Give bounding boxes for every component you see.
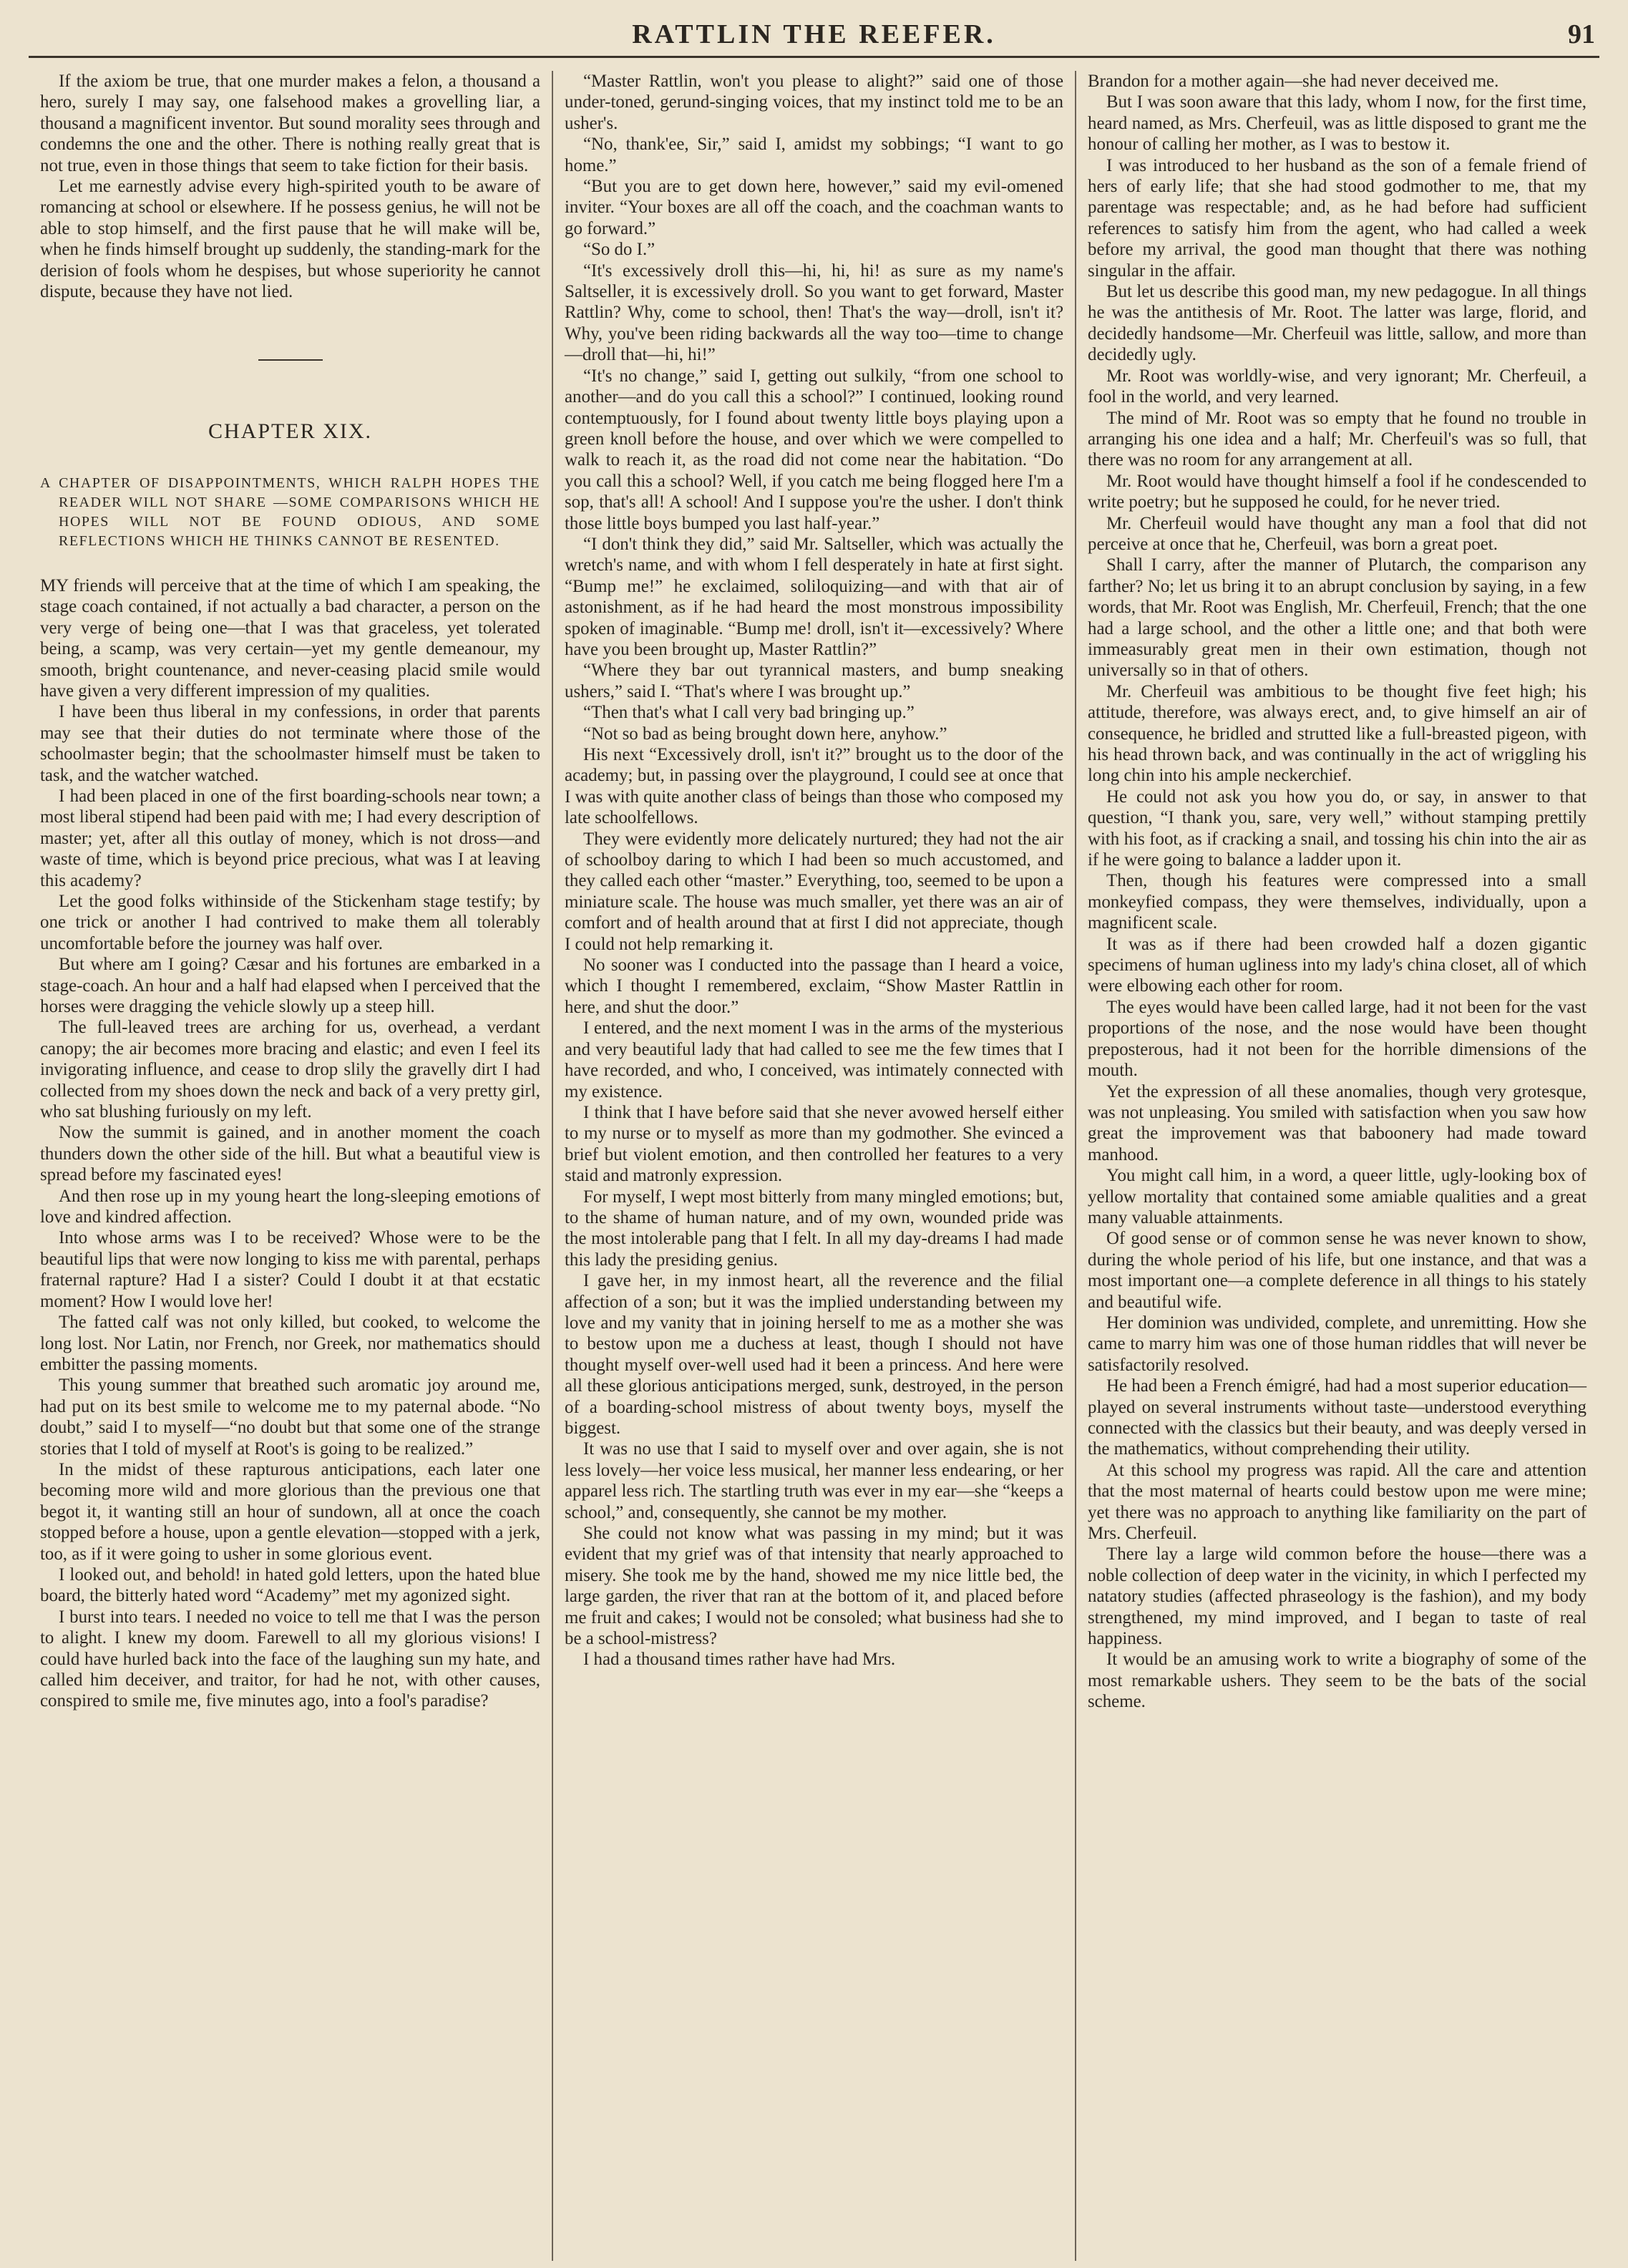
- paragraph: “Master Rattlin, won't you please to alight?” said one of those under-toned, gerund-singing voices, that my instinct told me to be an usher's.: [565, 72, 1063, 133]
- column-2: [552, 71, 1075, 2261]
- paragraph: His next “Excessively droll, isn't it?” brought us to the door of the academy; but, in passing over the playground, I could see at once that I was with quite another class of beings than those who composed my late schoolfellows.: [565, 745, 1063, 828]
- paragraph: It was as if there had been crowded half a dozen gigantic specimens of human ugliness into my lady's china closet, all of which were elbowing each other for room.: [1088, 934, 1586, 996]
- paragraph: This young summer that breathed such aromatic joy around me, had put on its best smile to welcome me to my paternal abode. “No doubt,” said I to myself—“no doubt but that some one of the strange stories that I told of myself at Root's is going to be realized.”: [40, 1376, 540, 1459]
- paragraph: And then rose up in my young heart the long-sleeping emotions of love and kindred affection.: [40, 1186, 540, 1227]
- paragraph: But let us describe this good man, my new pedagogue. In all things he was the antithesis of Mr. Root. The latter was large, florid, and decidedly handsome—Mr. Cherfeuil was little, sallow, and more than decidedly ugly.: [1088, 282, 1586, 365]
- text-columns: [29, 71, 1599, 2261]
- paragraph: There lay a large wild common before the house—there was a noble collection of deep water in the vicinity, in which I perfected my natatory studies (affected phraseology is the fashion), and my body strengthened, my mind improved, and I began to taste of real happiness.: [1088, 1544, 1586, 1649]
- paragraph: I think that I have before said that she never avowed herself either to my nurse or to myself as more than my godmother. She evinced a brief but violent emotion, and then controlled her features to a very staid and matronly expression.: [565, 1102, 1063, 1186]
- paragraph: “Then that's what I call very bad bringing up.”: [583, 703, 915, 723]
- paragraph: No sooner was I conducted into the passage than I heard a voice, which I thought I remembered, exclaim, “Show Master Rattlin in here, and shut the door.”: [565, 955, 1063, 1017]
- paragraph: You might call him, in a word, a queer little, ugly-looking box of yellow mortality that contained some amiable qualities and a great many valuable attainments.: [1088, 1166, 1586, 1227]
- paragraph: I had been placed in one of the first boarding-schools near town; a most liberal stipend had been paid with me; I had every description of master; yet, after all this outlay of money, which is not dross—and waste of time, which is beyond price precious, what was I at leaving this academy?: [40, 786, 540, 890]
- paragraph: Mr. Root would have thought himself a fool if he condescended to write poetry; but he supposed he could, for he never tried.: [1088, 471, 1586, 512]
- paragraph: In the midst of these rapturous anticipations, each later one becoming more wild and more glorious than the previous one that begot it, it wanting still an hour of sundown, all at once the coach stopped before a house, upon a gentle elevation—stopped with a jerk, too, as if it were going to usher in some glorious event.: [40, 1459, 540, 1564]
- paragraph: If the axiom be true, that one murder makes a felon, a thousand a hero, surely I may say, one falsehood makes a grovelling liar, a thousand a magnificent inventor. But sound morality sees through and condemns the one and the other. There is nothing really great that is not true, even in those things that seem to take fiction for their basis.: [40, 72, 540, 175]
- column-1: [29, 71, 552, 2261]
- paragraph: Mr. Cherfeuil would have thought any man a fool that did not perceive at once that he, Cherfeuil, was born a great poet.: [1088, 513, 1586, 554]
- paragraph-text: friends will perceive that at the time of which I am speaking, the stage coach contained, if not actually a bad character, a person on the very verge of being one—that I was that graceless, yet tolerated being, a scamp, was very certain—yet my gentle demeanour, my smooth, bright countenance, and never-ceasing placid smile would have given a very different impression of my qualities.: [40, 575, 540, 701]
- paragraph: He could not ask you how you do, or say, in answer to that question, “I thank you, sare, very well,” without stamping prettily with his foot, as if cracking a snail, and tossing his chin into the air as if he were going to balance a ladder upon it.: [1088, 787, 1586, 870]
- paragraph: Of good sense or of common sense he was never known to show, during the whole period of his life, but one instance, and that was a most important one—a complete deference in all things to his stately and beautiful wife.: [1088, 1229, 1586, 1312]
- chapter-summary: A CHAPTER OF DISAPPOINTMENTS, WHICH RALPH HOPES THE READER WILL NOT SHARE —SOME COMPARISONS WHICH HE HOPES WILL NOT BE FOUND ODIOUS, AND SOME REFLECTIONS WHICH HE THINKS CANNOT BE RESENTED.: [40, 474, 540, 549]
- paragraph: At this school my progress was rapid. All the care and attention that the most maternal of hearts could bestow upon me were mine; yet there was no approach to anything like familiarity on the part of Mrs. Cherfeuil.: [1088, 1460, 1586, 1544]
- paragraph: Her dominion was undivided, complete, and unremitting. How she came to marry him was one of those human riddles that will never be satisfactorily resolved.: [1088, 1313, 1586, 1375]
- paragraph: He had been a French émigré, had had a most superior education—played on several instruments without taste—understood everything connected with the classics but their beauty, and was deeply versed in the mathematics, without comprehending their utility.: [1088, 1376, 1586, 1459]
- paragraph: Shall I carry, after the manner of Plutarch, the comparison any farther? No; let us bring it to an abrupt conclusion by saying, in a few words, that Mr. Root was English, Mr. Cherfeuil, French; that the one had a large school, and the other a little one; and that both were immeasurably great men in their own estimation, though not universally so in that of others.: [1088, 555, 1586, 681]
- paragraph: For myself, I wept most bitterly from many mingled emotions; but, to the shame of human nature, and of my own, wounded pride was the most intolerable pang that I felt. In all my day-dreams I had made this lady the presiding genius.: [565, 1187, 1063, 1270]
- paragraph: I had a thousand times rather have had Mrs.: [583, 1650, 896, 1670]
- paragraph: The fatted calf was not only killed, but cooked, to welcome the long lost. Nor Latin, nor French, nor Greek, nor mathematics should embitter the passing moments.: [40, 1313, 540, 1374]
- paragraph: But where am I going? Cæsar and his fortunes are embarked in a stage-coach. An hour and a half had elapsed when I perceived that the horses were dragging the vehicle slowly up a steep hill.: [40, 955, 540, 1016]
- paragraph: Yet the expression of all these anomalies, though very grotesque, was not unpleasing. You smiled with satisfaction when you saw how great the improvement was that baboonery had made toward manhood.: [1088, 1081, 1586, 1164]
- paragraph: I gave her, in my inmost heart, all the reverence and the filial affection of a son; but it was the implied understanding between my love and my vanity that in joining herself to me as a mother she was to bestow upon me a duchess at least, though I should not have thought myself over-well used had it been a princess. And here were all these glorious anticipations merged, sunk, destroyed, in the person of a boarding-school mistress of about twenty boys, myself the biggest.: [565, 1271, 1063, 1438]
- paragraph: “It's excessively droll this—hi, hi, hi! as sure as my name's Saltseller, it is excessively droll. So you want to get forward, Master Rattlin? Why, come to school, then! That's the way—droll, isn't it? Why, you've been riding backwards all the way too—time to change—droll that—hi, hi!”: [565, 261, 1063, 365]
- paragraph: “Where they bar out tyrannical masters, and bump sneaking ushers,” said I. “That's where I was brought up.”: [565, 661, 1063, 701]
- first-word: MY: [40, 575, 69, 595]
- paragraph: I have been thus liberal in my confessions, in order that parents may see that their duties do not terminate where those of the schoolmaster begin; that the schoolmaster himself must be taken to task, and the watcher watched.: [40, 702, 540, 785]
- paragraph: Mr. Root was worldly-wise, and very ignorant; Mr. Cherfeuil, a fool in the world, and very learned.: [1088, 366, 1586, 407]
- running-title: RATTLIN THE REEFER.: [632, 19, 996, 49]
- paragraph: Into whose arms was I to be received? Whose were to be the beautiful lips that were now longing to kiss me with parental, perhaps fraternal rapture? Had I a sister? Could I doubt it at that ecstatic moment? How I would love her!: [40, 1228, 540, 1311]
- paragraph: [40, 575, 540, 701]
- paragraph: Now the summit is gained, and in another moment the coach thunders down the other side of the hill. But what a beautiful view is spread before my fascinated eyes!: [40, 1123, 540, 1185]
- paragraph: I burst into tears. I needed no voice to tell me that I was the person to alight. I knew my doom. Farewell to all my glorious visions! I could have hurled back into the face of the laughing sun my hate, and called him deceiver, and traitor, for had he not, with other causes, conspired to smile me, five minutes ago, into a fool's paradise?: [40, 1607, 540, 1711]
- paragraph: It was no use that I said to myself over and over again, she is not less lovely—her voice less musical, her manner less endearing, or her apparel less rich. The startling truth was ever in my ear—she “keeps a school,” and, consequently, she cannot be my mother.: [565, 1439, 1063, 1522]
- chapter-title: CHAPTER XIX.: [208, 419, 372, 444]
- paragraph: Let the good folks withinside of the Stickenham stage testify; by one trick or another I had contrived to make them all tolerably uncomfortable before the journey was half over.: [40, 891, 540, 953]
- column-3: [1075, 71, 1598, 2261]
- paragraph: The mind of Mr. Root was so empty that he found no trouble in arranging his one idea and a half; Mr. Cherfeuil's was so full, that there was no room for any arrangement at all.: [1088, 408, 1586, 470]
- paragraph: The full-leaved trees are arching for us, overhead, a verdant canopy; the air becomes more bracing and elastic; and even I feel its invigorating influence, and cease to drop slily the gravelly dirt I had collected from my shoes down the neck and back of a very pretty girl, who sat blushing furiously on my left.: [40, 1018, 540, 1122]
- page-number: 91: [1568, 19, 1595, 49]
- page-header: [29, 16, 1599, 58]
- paragraph: I was introduced to her husband as the son of a female friend of hers of early life; that she had stood godmother to me, that my parentage was respectable; and, as he had before had sufficient references to satisfy him from the agent, who had called a week before my arrival, the good man thought that there was nothing singular in the affair.: [1088, 155, 1586, 281]
- paragraph: “But you are to get down here, however,” said my evil-omened inviter. “Your boxes are all off the coach, and the coachman wants to go forward.”: [565, 177, 1063, 238]
- paragraph: “I don't think they did,” said Mr. Saltseller, which was actually the wretch's name, and with whom I fell desperately in hate at first sight. “Bump me!” he exclaimed, soliloquizing—and with that air of astonishment, as if he had heard the most monstrous impossibility spoken of imaginable. “Bump me! droll, isn't it—excessively? Where have you been brought up, Master Rattlin?”: [565, 534, 1063, 659]
- paragraph: “Not so bad as being brought down here, anyhow.”: [583, 724, 947, 744]
- paragraph: “No, thank'ee, Sir,” said I, amidst my sobbings; “I want to go home.”: [565, 135, 1063, 175]
- paragraph: I entered, and the next moment I was in the arms of the mysterious and very beautiful lady that had called to see me the few times that I have recorded, and who, I conceived, was intimately connected with my existence.: [565, 1018, 1063, 1101]
- paragraph: “It's no change,” said I, getting out sulkily, “from one school to another—and do you call this a school?” I continued, looking round contemptuously, for I found about twenty little boys playing upon a green knoll before the house, and over which we were compelled to walk to reach it, as the road did not come near the habitation. “Do you call this a school? Well, if you catch me being flogged here I'm a sop, that's all! A school! And I suppose you're the usher. I don't think those little boys bumped you last half-year.”: [565, 366, 1063, 533]
- paragraph: Brandon for a mother again—she had never deceived me.: [1088, 72, 1499, 91]
- paragraph: But I was soon aware that this lady, whom I now, for the first time, heard named, as Mrs. Cherfeuil, was as little disposed to grant me the honour of calling her mother, as I was to bestow it.: [1088, 92, 1586, 155]
- paragraph: Let me earnestly advise every high-spirited youth to be aware of romancing at school or elsewhere. If he possess genius, he will not be able to stop himself, and the first pause that he will make will be, when he finds himself brought up suddenly, the standing-mark for the derision of fools whom he despises, but whose superiority he cannot dispute, because they have not lied.: [40, 177, 540, 302]
- paragraph: The eyes would have been called large, had it not been for the vast proportions of the nose, and the nose would have been thought preposterous, had it not been for the horrible dimensions of the mouth.: [1088, 997, 1586, 1081]
- paragraph: She could not know what was passing in my mind; but it was evident that my grief was of that intensity that nearly approached to misery. She took me by the hand, showed me my nice little bed, the large garden, the river that ran at the bottom of it, and placed before me fruit and cakes; I would not be consoled; what business had she to be a school-mistress?: [565, 1524, 1063, 1649]
- paragraph: I looked out, and behold! in hated gold letters, upon the hated blue board, the bitterly hated word “Academy” met my agonized sight.: [40, 1564, 540, 1606]
- section-divider: [258, 359, 323, 361]
- paragraph: “So do I.”: [583, 240, 655, 260]
- paragraph: It would be an amusing work to write a biography of some of the most remarkable ushers. They seem to be the bats of the social scheme.: [1088, 1650, 1586, 1712]
- paragraph: Mr. Cherfeuil was ambitious to be thought five feet high; his attitude, therefore, was always erect, and, to give himself an air of consequence, he bridled and strutted like a full-breasted pigeon, with his head thrown back, and was continually in the act of wriggling his long chin into his ample neckerchief.: [1088, 681, 1586, 786]
- paragraph: Then, though his features were compressed into a small monkeyfied compass, they were themselves, individually, upon a magnificent scale.: [1088, 871, 1586, 933]
- paragraph: They were evidently more delicately nurtured; they had not the air of schoolboy daring to which I had been so much accustomed, and they called each other “master.” Everything, too, seemed to be upon a miniature scale. The house was much smaller, yet there was an air of comfort and of health around that at first I did not appreciate, though I could not help remarking it.: [565, 829, 1063, 954]
